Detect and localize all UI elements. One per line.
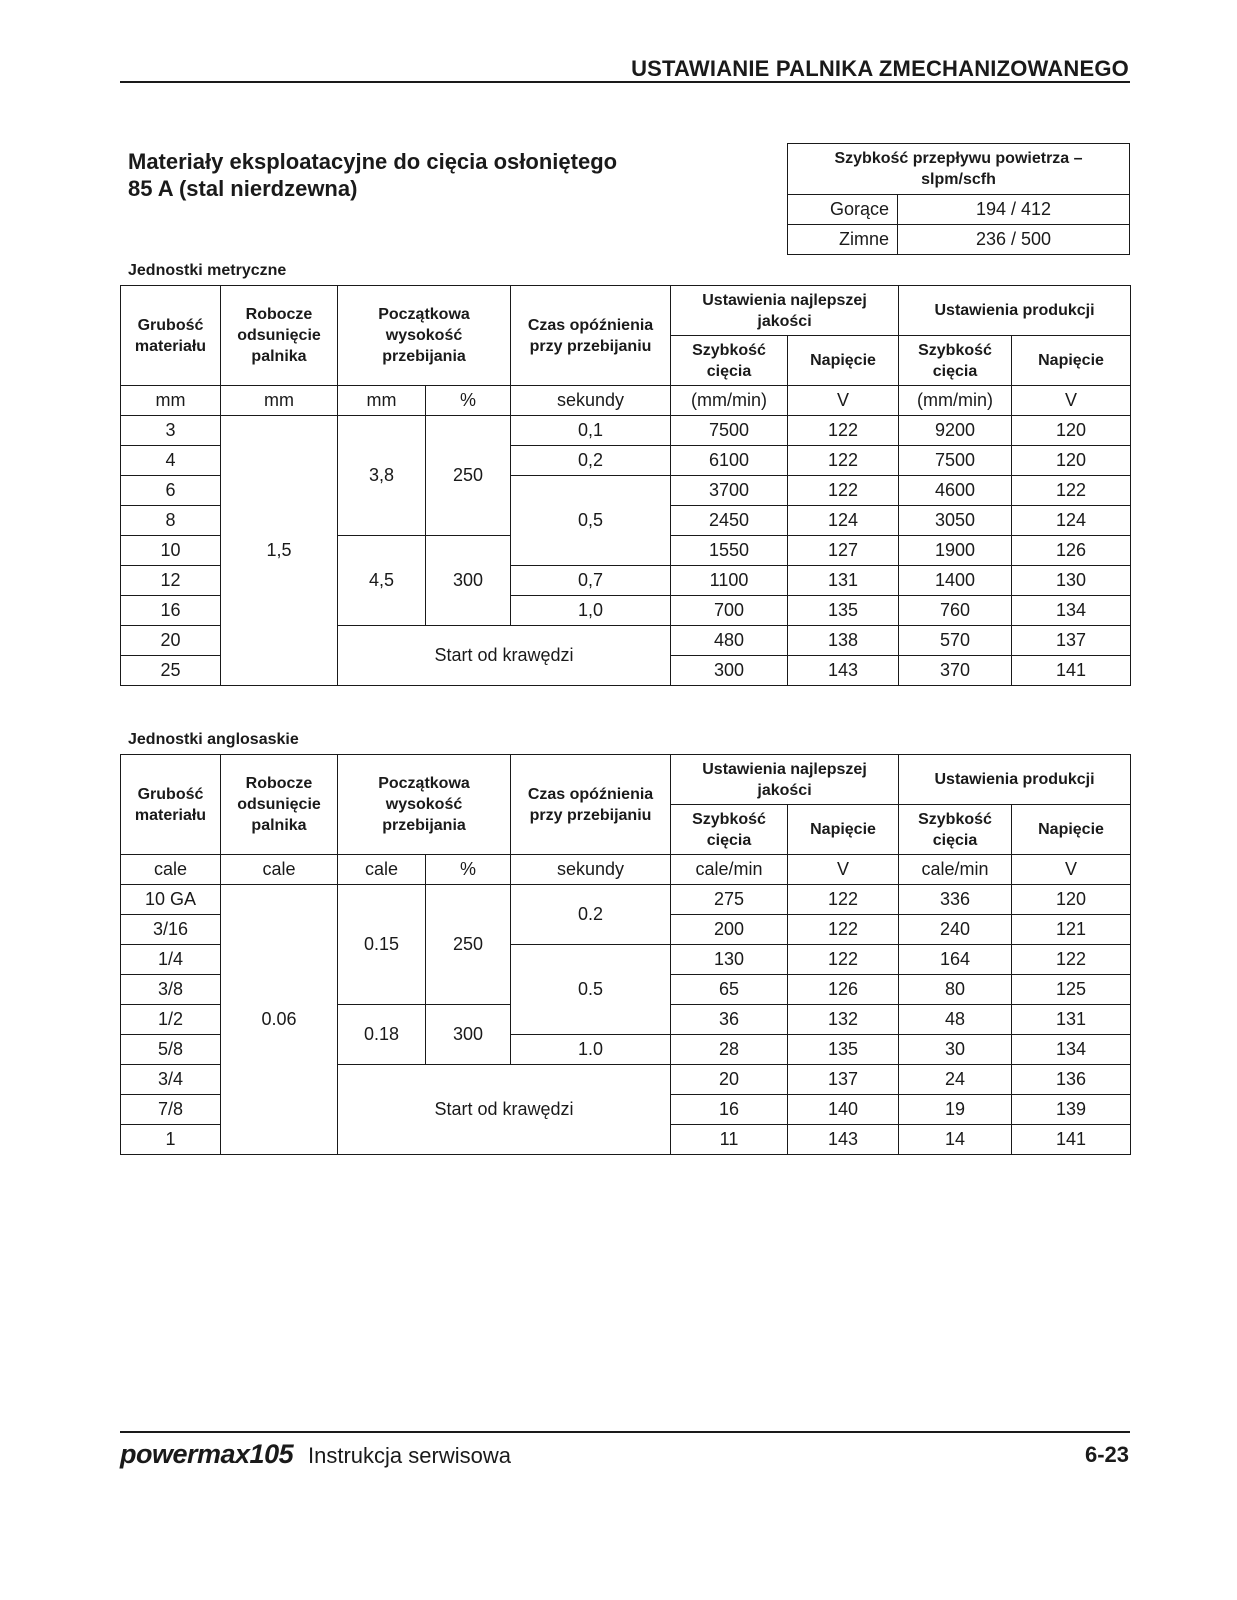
pierce-height-cell: 0.18 [338, 1005, 426, 1065]
prod-speed-cell: 24 [899, 1065, 1012, 1095]
metric-cut-chart [120, 285, 1131, 686]
units-row [121, 855, 1131, 885]
prod-voltage-cell: 125 [1012, 975, 1131, 1005]
unit-cell: mm [338, 386, 426, 416]
prod-voltage-cell: 126 [1012, 536, 1131, 566]
best-speed-cell: 16 [671, 1095, 788, 1125]
col-pierce-delay: Czas opóźnienia przy przebijaniu [511, 286, 671, 386]
unit-cell: V [1012, 855, 1131, 885]
best-voltage-cell: 138 [788, 626, 899, 656]
pierce-delay-cell: 0.2 [511, 885, 671, 945]
prod-speed-cell: 164 [899, 945, 1012, 975]
col-standoff: Robocze odsunięcie palnika [221, 286, 338, 386]
best-voltage-cell: 122 [788, 446, 899, 476]
air-flow-value: 236 / 500 [898, 225, 1130, 255]
prod-speed-cell: 370 [899, 656, 1012, 686]
prod-speed-cell: 3050 [899, 506, 1012, 536]
col-voltage: Napięcie [1012, 336, 1131, 386]
unit-cell: (mm/min) [899, 386, 1012, 416]
best-speed-cell: 28 [671, 1035, 788, 1065]
prod-voltage-cell: 120 [1012, 446, 1131, 476]
prod-speed-cell: 48 [899, 1005, 1012, 1035]
prod-speed-cell: 14 [899, 1125, 1012, 1155]
thickness-cell: 7/8 [121, 1095, 221, 1125]
english-units-label: Jednostki anglosaskie [128, 731, 299, 748]
prod-speed-cell: 30 [899, 1035, 1012, 1065]
page-header-title: USTAWIANIE PALNIKA ZMECHANIZOWANEGO [631, 56, 1129, 81]
best-speed-cell: 130 [671, 945, 788, 975]
thickness-cell: 10 GA [121, 885, 221, 915]
pierce-delay-cell: 0.5 [511, 945, 671, 1035]
best-speed-cell: 11 [671, 1125, 788, 1155]
prod-voltage-cell: 134 [1012, 1035, 1131, 1065]
best-voltage-cell: 124 [788, 506, 899, 536]
prod-voltage-cell: 141 [1012, 1125, 1131, 1155]
air-flow-label: Zimne [788, 225, 898, 255]
unit-cell: % [426, 386, 511, 416]
thickness-cell: 4 [121, 446, 221, 476]
unit-cell: cale [338, 855, 426, 885]
thickness-cell: 10 [121, 536, 221, 566]
unit-cell: mm [121, 386, 221, 416]
best-voltage-cell: 135 [788, 1035, 899, 1065]
unit-cell: (mm/min) [671, 386, 788, 416]
best-speed-cell: 2450 [671, 506, 788, 536]
col-thickness: Grubość materiału [121, 755, 221, 855]
best-speed-cell: 20 [671, 1065, 788, 1095]
prod-speed-cell: 336 [899, 885, 1012, 915]
col-cut-speed: Szybkość cięcia [899, 336, 1012, 386]
best-speed-cell: 480 [671, 626, 788, 656]
prod-speed-cell: 4600 [899, 476, 1012, 506]
col-cut-speed: Szybkość cięcia [671, 336, 788, 386]
prod-voltage-cell: 131 [1012, 1005, 1131, 1035]
unit-cell: % [426, 855, 511, 885]
thickness-cell: 5/8 [121, 1035, 221, 1065]
pierce-height-cell: 3,8 [338, 416, 426, 536]
unit-cell: mm [221, 386, 338, 416]
thickness-cell: 16 [121, 596, 221, 626]
unit-cell: V [788, 386, 899, 416]
col-pierce-height: Początkowa wysokość przebijania [338, 755, 511, 855]
best-voltage-cell: 143 [788, 656, 899, 686]
prod-voltage-cell: 121 [1012, 915, 1131, 945]
prod-speed-cell: 80 [899, 975, 1012, 1005]
thickness-cell: 1/4 [121, 945, 221, 975]
col-production: Ustawienia produkcji [899, 755, 1131, 805]
thickness-cell: 8 [121, 506, 221, 536]
standoff-cell: 1,5 [221, 416, 338, 686]
prod-voltage-cell: 130 [1012, 566, 1131, 596]
edge-start-cell: Start od krawędzi [338, 1065, 671, 1155]
unit-cell: V [1012, 386, 1131, 416]
section-title-line-1: Materiały eksploatacyjne do cięcia osłoniętego [128, 149, 618, 174]
best-voltage-cell: 122 [788, 885, 899, 915]
pierce-percent-cell: 300 [426, 536, 511, 626]
col-pierce-delay: Czas opóźnienia przy przebijaniu [511, 755, 671, 855]
pierce-height-cell: 0.15 [338, 885, 426, 1005]
table-row [121, 885, 1131, 915]
unit-cell: cale [221, 855, 338, 885]
best-speed-cell: 1550 [671, 536, 788, 566]
best-voltage-cell: 122 [788, 416, 899, 446]
footer-divider [120, 1431, 1130, 1433]
pierce-delay-cell: 1,0 [511, 596, 671, 626]
best-voltage-cell: 122 [788, 945, 899, 975]
brand-logo: powermax105 [120, 1439, 294, 1469]
prod-voltage-cell: 136 [1012, 1065, 1131, 1095]
prod-speed-cell: 9200 [899, 416, 1012, 446]
best-voltage-cell: 132 [788, 1005, 899, 1035]
prod-voltage-cell: 134 [1012, 596, 1131, 626]
prod-voltage-cell: 120 [1012, 416, 1131, 446]
prod-voltage-cell: 137 [1012, 626, 1131, 656]
best-speed-cell: 65 [671, 975, 788, 1005]
thickness-cell: 3/8 [121, 975, 221, 1005]
prod-speed-cell: 7500 [899, 446, 1012, 476]
metric-units-label: Jednostki metryczne [128, 262, 287, 279]
thickness-cell: 6 [121, 476, 221, 506]
section-title [128, 148, 617, 202]
best-speed-cell: 200 [671, 915, 788, 945]
thickness-cell: 3/4 [121, 1065, 221, 1095]
air-flow-label: Gorące [788, 195, 898, 225]
units-row [121, 386, 1131, 416]
best-speed-cell: 6100 [671, 446, 788, 476]
prod-voltage-cell: 120 [1012, 885, 1131, 915]
best-voltage-cell: 135 [788, 596, 899, 626]
section-title-line-2: 85 A (stal nierdzewna) [128, 176, 358, 201]
prod-voltage-cell: 124 [1012, 506, 1131, 536]
standoff-cell: 0.06 [221, 885, 338, 1155]
edge-start-cell: Start od krawędzi [338, 626, 671, 686]
pierce-height-cell: 4,5 [338, 536, 426, 626]
col-cut-speed: Szybkość cięcia [899, 805, 1012, 855]
unit-cell: V [788, 855, 899, 885]
prod-speed-cell: 19 [899, 1095, 1012, 1125]
prod-speed-cell: 570 [899, 626, 1012, 656]
air-flow-table [787, 143, 1130, 255]
prod-voltage-cell: 122 [1012, 476, 1131, 506]
pierce-delay-cell: 0,1 [511, 416, 671, 446]
unit-cell: cale [121, 855, 221, 885]
thickness-cell: 1/2 [121, 1005, 221, 1035]
prod-speed-cell: 760 [899, 596, 1012, 626]
col-thickness: Grubość materiału [121, 286, 221, 386]
best-voltage-cell: 127 [788, 536, 899, 566]
best-voltage-cell: 131 [788, 566, 899, 596]
thickness-cell: 3 [121, 416, 221, 446]
best-speed-cell: 300 [671, 656, 788, 686]
air-flow-value: 194 / 412 [898, 195, 1130, 225]
best-speed-cell: 275 [671, 885, 788, 915]
col-best-quality: Ustawienia najlepszej jakości [671, 755, 899, 805]
best-speed-cell: 1100 [671, 566, 788, 596]
pierce-percent-cell: 250 [426, 885, 511, 1005]
pierce-delay-cell: 0,2 [511, 446, 671, 476]
best-voltage-cell: 143 [788, 1125, 899, 1155]
prod-speed-cell: 240 [899, 915, 1012, 945]
thickness-cell: 12 [121, 566, 221, 596]
prod-voltage-cell: 141 [1012, 656, 1131, 686]
unit-cell: sekundy [511, 386, 671, 416]
col-voltage: Napięcie [1012, 805, 1131, 855]
air-flow-row [788, 225, 1130, 255]
unit-cell: sekundy [511, 855, 671, 885]
pierce-delay-cell: 0,7 [511, 566, 671, 596]
table-row [121, 416, 1131, 446]
prod-voltage-cell: 122 [1012, 945, 1131, 975]
best-voltage-cell: 122 [788, 476, 899, 506]
best-voltage-cell: 140 [788, 1095, 899, 1125]
thickness-cell: 25 [121, 656, 221, 686]
best-voltage-cell: 122 [788, 915, 899, 945]
best-voltage-cell: 126 [788, 975, 899, 1005]
footer-doc-title: Instrukcja serwisowa [308, 1443, 511, 1468]
best-speed-cell: 7500 [671, 416, 788, 446]
header-divider [120, 81, 1130, 83]
thickness-cell: 20 [121, 626, 221, 656]
prod-voltage-cell: 139 [1012, 1095, 1131, 1125]
prod-speed-cell: 1900 [899, 536, 1012, 566]
page-number: 6-23 [1084, 1442, 1129, 1467]
col-standoff: Robocze odsunięcie palnika [221, 755, 338, 855]
best-speed-cell: 36 [671, 1005, 788, 1035]
air-flow-row [788, 195, 1130, 225]
best-speed-cell: 3700 [671, 476, 788, 506]
air-flow-header: Szybkość przepływu powietrza – slpm/scfh [788, 144, 1130, 195]
prod-speed-cell: 1400 [899, 566, 1012, 596]
col-cut-speed: Szybkość cięcia [671, 805, 788, 855]
best-voltage-cell: 137 [788, 1065, 899, 1095]
pierce-delay-cell: 1.0 [511, 1035, 671, 1065]
col-voltage: Napięcie [788, 805, 899, 855]
unit-cell: cale/min [899, 855, 1012, 885]
pierce-delay-cell: 0,5 [511, 476, 671, 566]
pierce-percent-cell: 250 [426, 416, 511, 536]
col-pierce-height: Początkowa wysokość przebijania [338, 286, 511, 386]
english-cut-chart [120, 754, 1131, 1155]
col-production: Ustawienia produkcji [899, 286, 1131, 336]
thickness-cell: 3/16 [121, 915, 221, 945]
pierce-percent-cell: 300 [426, 1005, 511, 1065]
best-speed-cell: 700 [671, 596, 788, 626]
col-voltage: Napięcie [788, 336, 899, 386]
thickness-cell: 1 [121, 1125, 221, 1155]
col-best-quality: Ustawienia najlepszej jakości [671, 286, 899, 336]
unit-cell: cale/min [671, 855, 788, 885]
